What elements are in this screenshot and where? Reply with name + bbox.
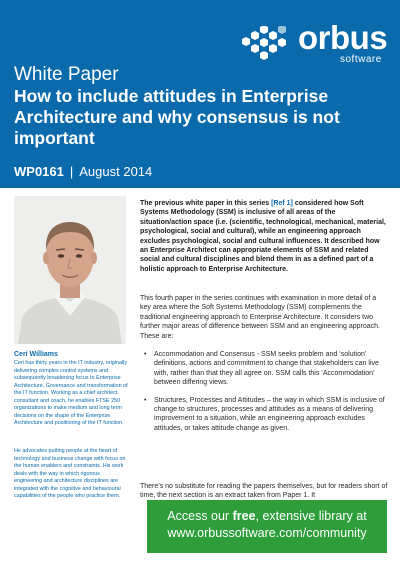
cta-text-c: , extensive library at bbox=[255, 509, 367, 523]
bullet-icon: • bbox=[144, 396, 147, 404]
document-date: August 2014 bbox=[79, 164, 153, 179]
header-banner bbox=[0, 0, 400, 188]
list-item bbox=[140, 350, 388, 388]
logo-wordmark: orbus bbox=[298, 19, 388, 56]
intro-text-b: considered how Soft Systems Methodology (SSM) is inclusive of all areas of the situation/action space (i.e. (scientific, technological, mechanical, material, psychological, social and cultural), while an engineering approach excludes psychological, social and cultural influences. It described how an Enterprise Architect can appropriate elements of SSM and related social and cultural disciplines and blend them in as a defined part of a holistic approach to Enterprise Architecture. bbox=[140, 200, 386, 273]
body-paragraph-3: There’s no substitute for reading the papers themselves, but for readers short of time, the next section is an extract taken from Paper 1. It bbox=[140, 483, 388, 500]
cta-headline bbox=[147, 508, 387, 525]
document-code: WP0161 bbox=[14, 164, 64, 179]
author-bio-paragraph-1: Ceri has thirty years in the IT industry, originally delivering complex control systems and subsequently broadening focus to Enterprise Architecture, Governance and transformation of the IT function. Working as a chief architect, consultant and coach, he enables FTSE 250 organizations to make medium and long term decisions on the shape of the Enterprise Architecture and positioning of the IT function. bbox=[14, 360, 128, 426]
body-paragraph-2: This fourth paper in the series continues with examination in more detail of a key area where the Soft Systems Methodology (SSM) complements the traditional engineering approach to Enterprise Architecture. It considers two further major areas of difference between SSM and an engineering approach. These are: bbox=[140, 295, 380, 340]
document-title: How to include attitudes in Enterprise Architecture and why consensus is not important bbox=[14, 86, 340, 148]
community-url-link[interactable]: www.orbussoftware.com/community bbox=[167, 526, 367, 540]
document-type: White Paper bbox=[14, 64, 119, 85]
intro-paragraph bbox=[140, 199, 388, 274]
author-name: Ceri Williams bbox=[14, 351, 58, 358]
meta-separator: | bbox=[69, 164, 74, 179]
cta-free-emphasis: free bbox=[232, 509, 256, 523]
author-photo bbox=[14, 196, 126, 344]
author-bio-paragraph-2: He advocates putting people at the heart of technology and business change with focus on the human enablers and constraints. His work deals with the way in which rigorous engineering and architecture disciplines are integrated with the cognitive and behavioural capabilities of the people who practice them. bbox=[14, 448, 126, 499]
bullet-text: Accommodation and Consensus - SSM seeks problem and ‘solution’ definitions, actions and commitment to change that stakeholders can live with, rather than that they all agree on. SSM calls this ‘Accommodation’ between differing views. bbox=[154, 351, 379, 387]
bullet-icon: • bbox=[144, 351, 147, 358]
bullet-text: Structures, Processes and Attitudes – the way in which SSM is inclusive of change to structures, processes and attitudes as a means of delivering improvement to a situation, while an engineering approach excludes attitudes, or takes attitude change as given. bbox=[154, 396, 385, 432]
document-meta bbox=[14, 164, 152, 180]
logo-tagline: software bbox=[340, 54, 382, 65]
community-library-banner[interactable] bbox=[147, 500, 387, 553]
cta-text-a: Access our bbox=[167, 509, 233, 523]
bullet-list bbox=[140, 350, 388, 441]
reference-link[interactable]: [Ref 1] bbox=[271, 200, 293, 207]
orbus-logo bbox=[236, 20, 396, 70]
intro-text-a: The previous white paper in this series bbox=[140, 200, 272, 207]
hexagon-cluster-icon bbox=[236, 26, 294, 64]
author-portrait-image bbox=[14, 196, 126, 344]
list-item bbox=[140, 396, 388, 434]
